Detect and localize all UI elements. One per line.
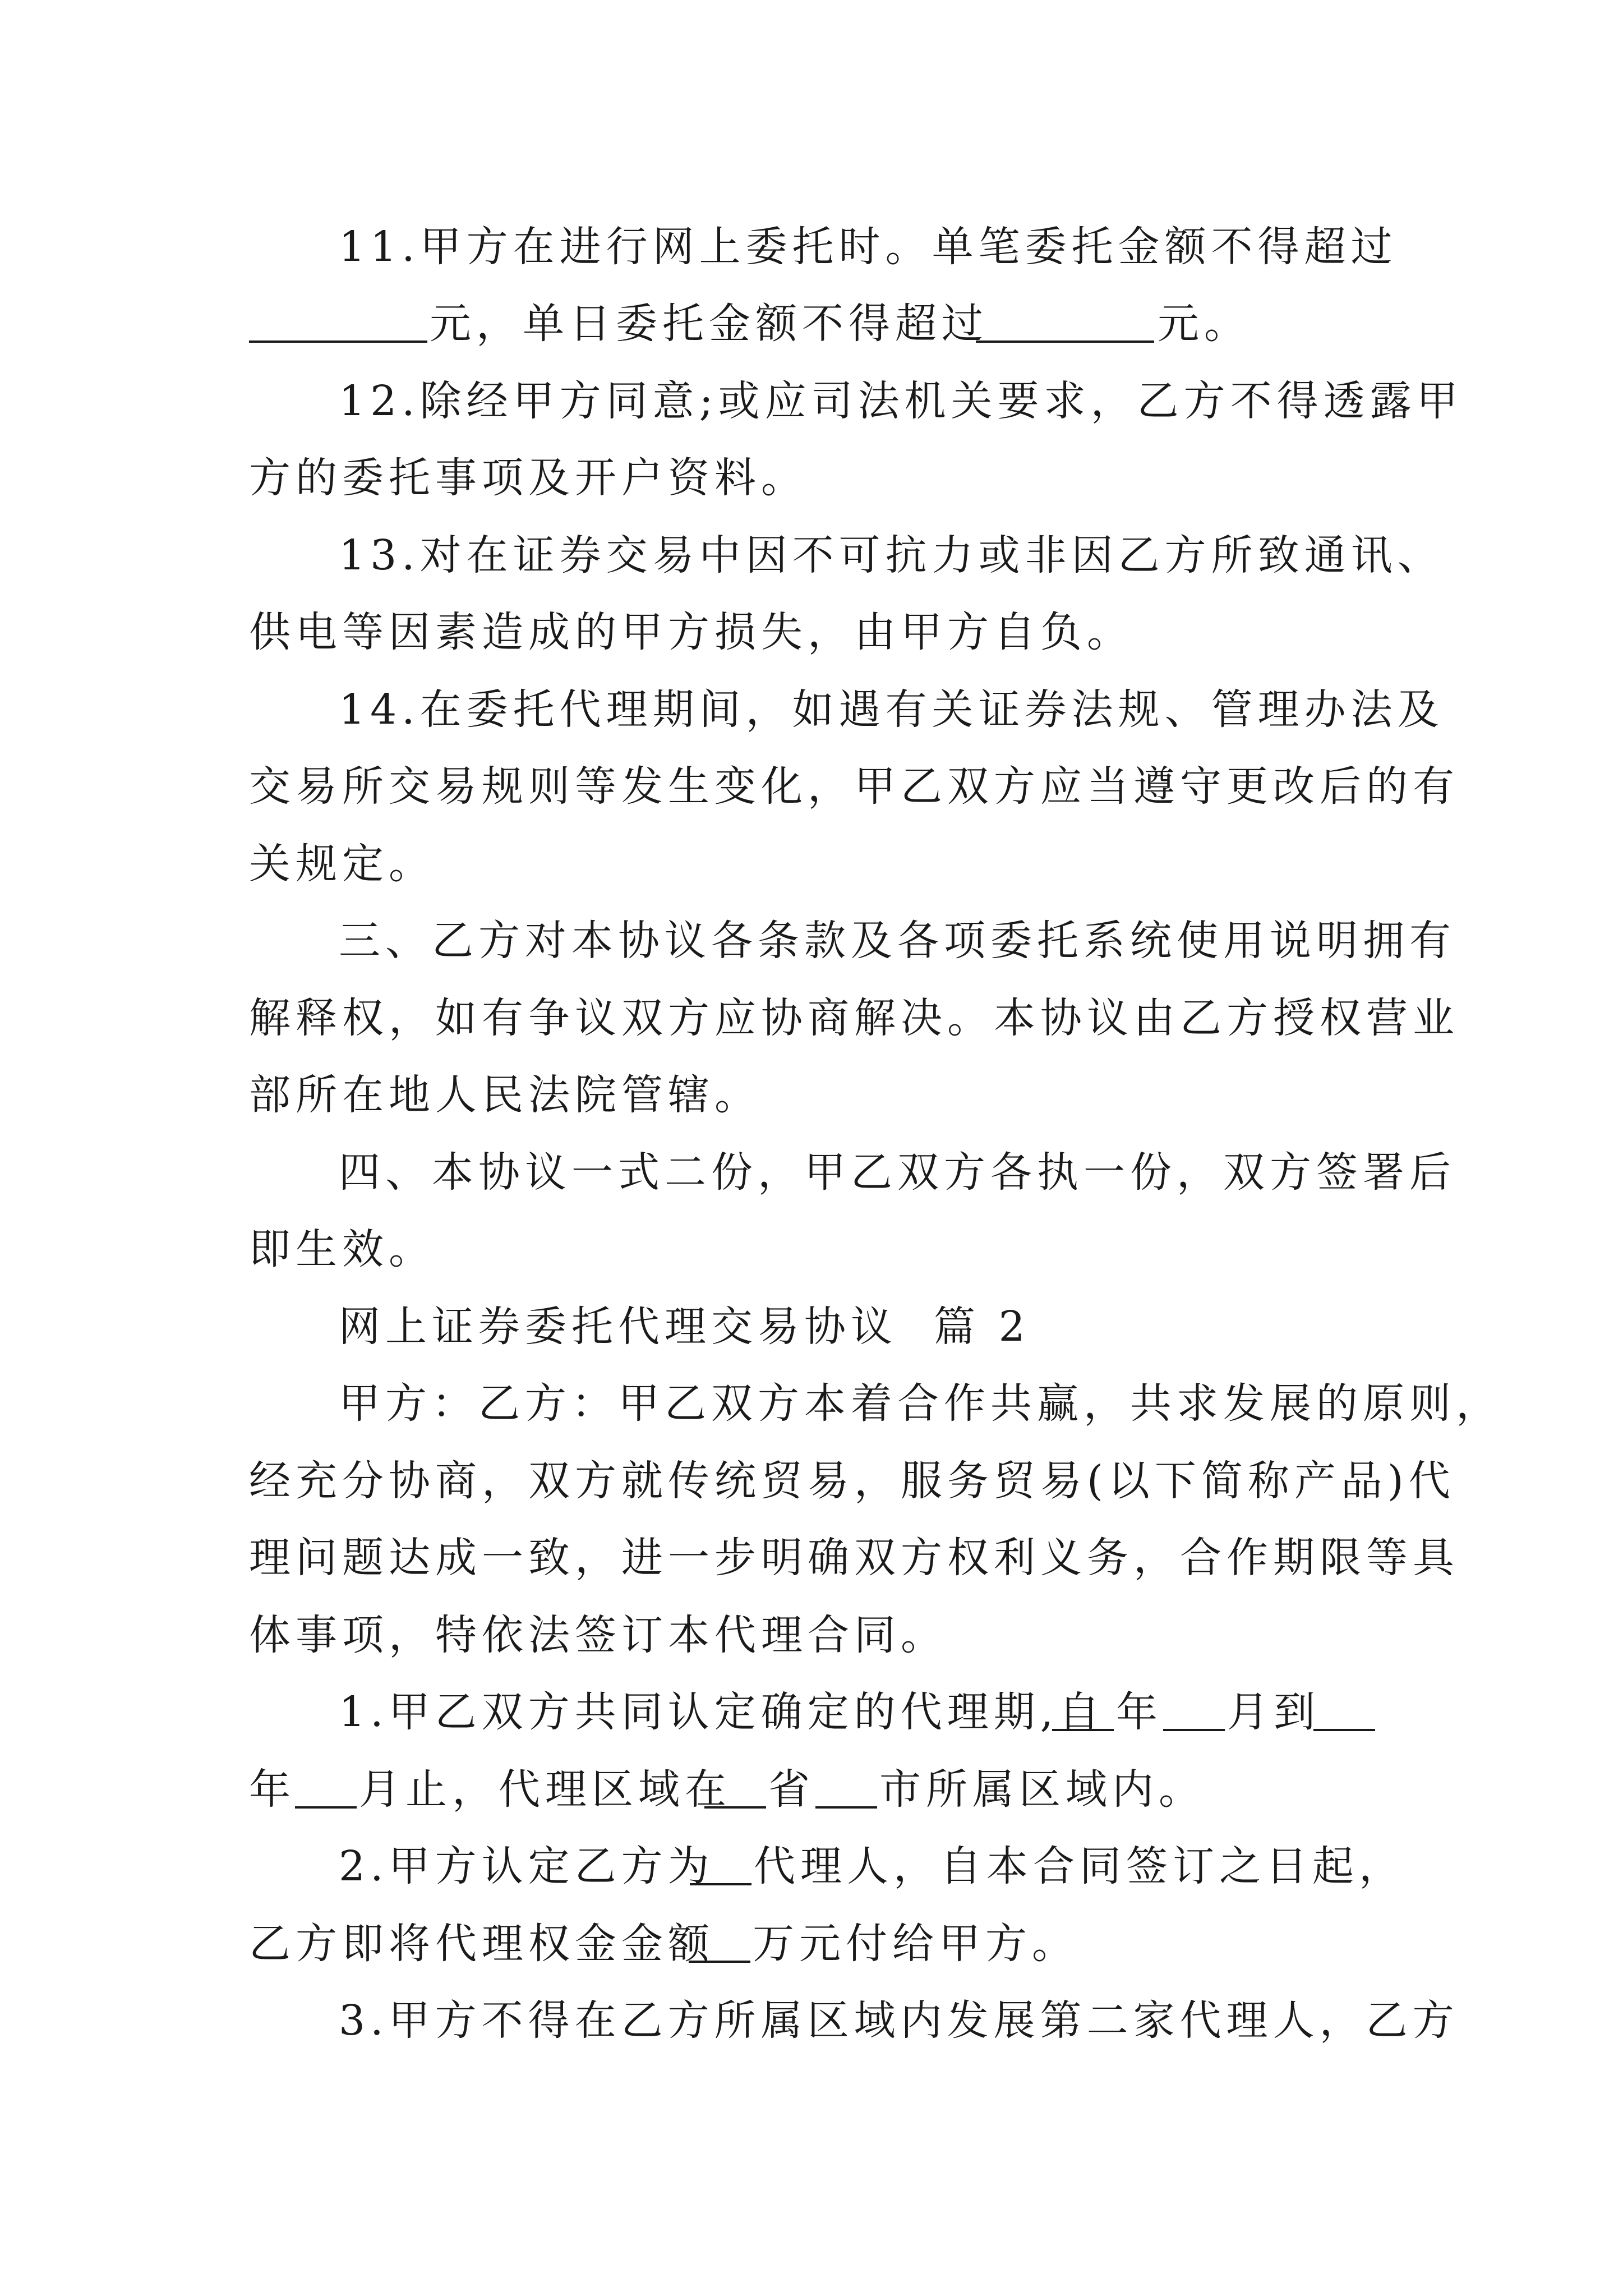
clause-12-text: 12.除经甲方同意;或应司法机关要求，乙方不得透露甲 [339,377,1463,425]
agency-fee-blank[interactable] [689,1904,750,1963]
clause-14-line-2 [0,747,1623,826]
clause-11-text-2: 元，单日委托金额不得超过 [430,300,988,348]
clause-13-line-2 [0,593,1623,671]
contract-clause-2-line-1 [0,1827,1623,1906]
city-text: 市所属区域内。 [879,1765,1205,1814]
province-label: 省 [768,1765,815,1814]
contract-clause-2-text-3: 乙方即将代理权金金额 [249,1920,714,1968]
city-blank[interactable] [815,1750,877,1809]
agreement-heading-line [0,1287,1623,1366]
clause-14-text-2: 交易所交易规则等发生变化，甲乙双方应当遵守更改后的有 [249,762,1459,811]
end-year-label: 年 [249,1765,296,1814]
intro-text-4: 体事项，特依法签订本代理合同。 [249,1611,947,1659]
intro-line-1 [0,1364,1623,1443]
contract-clause-3-text: 3.甲方不得在乙方所属区域内发展第二家代理人，乙方 [339,1996,1459,2045]
clause-11-line-1 [0,208,1623,286]
agent-type-blank[interactable] [690,1827,751,1885]
end-year-blank[interactable] [1313,1673,1375,1731]
clause-13-text-2: 供电等因素造成的甲方损失，由甲方自负。 [249,608,1133,656]
clause-13-text: 13.对在证券交易中因不可抗力或非因乙方所致通讯、 [339,531,1444,579]
section-3-text-2: 解释权，如有争议双方应协商解决。本协议由乙方授权营业 [249,994,1459,1042]
clause-14-line-1 [0,670,1623,749]
section-3-line-2 [0,979,1623,1057]
intro-line-4 [0,1596,1623,1674]
clause-14-text: 14.在委托代理期间，如遇有关证券法规、管理办法及 [339,685,1444,734]
amount-blank-daily[interactable] [976,284,1154,343]
start-month-blank[interactable] [1163,1673,1225,1731]
contract-clause-2-text-2: 代理人，自本合同签订之日起， [754,1842,1405,1890]
end-month-blank[interactable] [295,1750,357,1809]
intro-text-2: 经充分协商，双方就传统贸易，服务贸易(以下简称产品)代 [249,1457,1455,1505]
section-3-line-1 [0,901,1623,980]
section-4-line-2 [0,1210,1623,1289]
intro-line-2 [0,1442,1623,1520]
intro-text-3: 理问题达成一致，进一步明确双方权利义务，合作期限等具 [249,1534,1459,1582]
section-4-line-1 [0,1133,1623,1212]
amount-blank-single[interactable] [249,284,427,343]
section-4-text-2: 即生效。 [249,1225,435,1273]
clause-12-line-1 [0,362,1623,440]
contract-clause-2-line-2 [0,1904,1623,1983]
contract-clause-1-line-2 [0,1750,1623,1829]
clause-11-text: 11.甲方在进行网上委托时。单笔委托金额不得超过 [339,223,1398,271]
clause-11-line-2 [0,284,1623,363]
contract-clause-3-line-1 [0,1981,1623,2060]
year-label: 年 [1116,1688,1163,1736]
contract-clause-2-text: 2.甲方认定乙方为 [339,1842,714,1890]
intro-text: 甲方：乙方：甲乙双方本着合作共赢，共求发展的原则， [339,1379,1502,1428]
section-4-text: 四、本协议一式二份，甲乙双方各执一份，双方签署后 [339,1148,1456,1197]
section-3-line-3 [0,1056,1623,1134]
clause-12-line-2 [0,439,1623,517]
section-3-text: 三、乙方对本协议各条款及各项委托系统使用说明拥有 [339,917,1456,965]
clause-14-line-3 [0,825,1623,903]
clause-12-text-2: 方的委托事项及开户资料。 [249,454,808,502]
section-3-text-3: 部所在地人民法院管辖。 [249,1071,761,1119]
contract-clause-2-text-4: 万元付给甲方。 [753,1920,1078,1968]
clause-11-text-3: 元。 [1158,300,1251,348]
clause-13-line-1 [0,516,1623,595]
region-text: 月止，代理区域在 [359,1765,731,1814]
agreement-heading: 网上证券委托代理交易协议 篇 2 [339,1303,1030,1351]
intro-line-3 [0,1519,1623,1597]
contract-clause-1-text: 1.甲乙双方共同认定确定的代理期,自 [339,1688,1105,1736]
contract-clause-1-line-1 [0,1673,1623,1751]
province-blank[interactable] [704,1750,766,1809]
start-year-blank[interactable] [1052,1673,1114,1731]
clause-14-text-3: 关规定。 [249,840,435,888]
month-to-label: 月到 [1227,1688,1320,1736]
